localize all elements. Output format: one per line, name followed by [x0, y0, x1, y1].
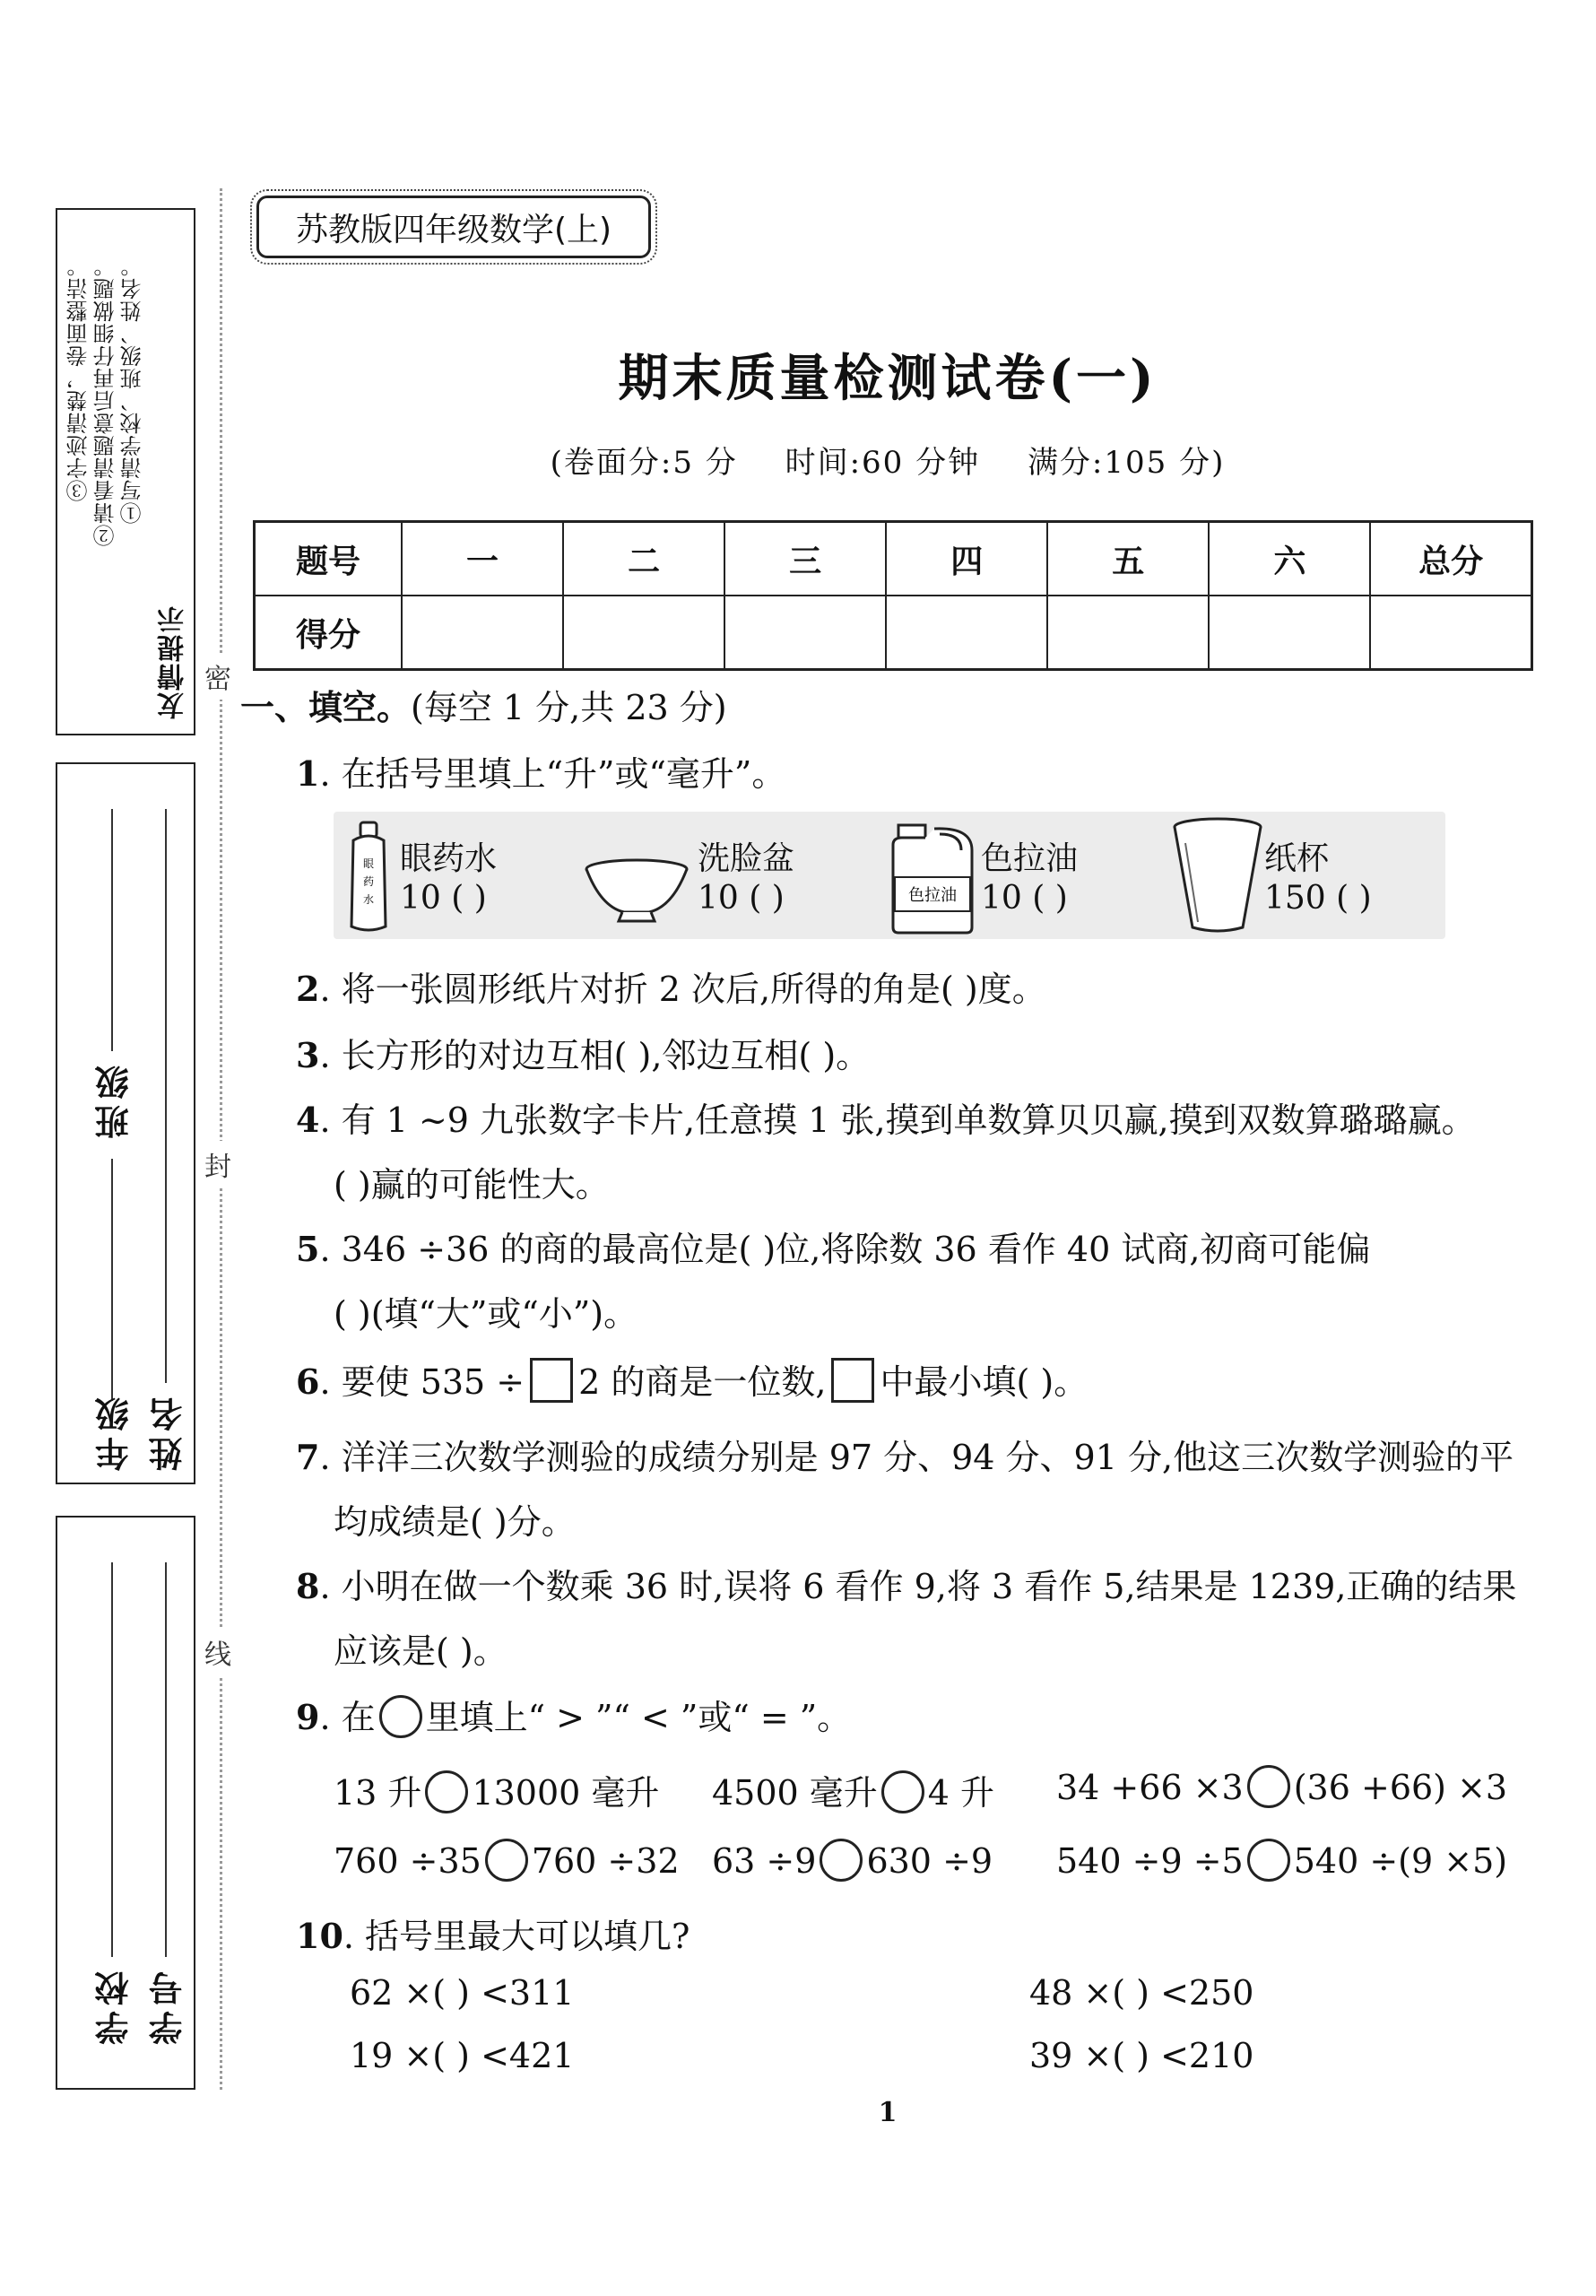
compare-6-circle[interactable]	[1247, 1839, 1290, 1882]
school-line	[111, 1562, 113, 1957]
compare-1-circle[interactable]	[425, 1770, 468, 1813]
compare-5-circle[interactable]	[820, 1839, 863, 1882]
compare-3-left: 34 +66 ×3	[1056, 1768, 1244, 1807]
class-info-box	[56, 762, 195, 1484]
th-3: 三	[724, 522, 886, 596]
q6-box-1[interactable]	[530, 1358, 573, 1403]
q5-number: 5	[296, 1229, 320, 1269]
question-6	[296, 1354, 1088, 1404]
q6-pre: . 要使 535 ÷	[319, 1362, 525, 1402]
q10-item-3[interactable]: 19 ×( ) <421	[350, 2036, 575, 2075]
section-1-heading	[240, 680, 727, 729]
th-6: 六	[1209, 522, 1370, 596]
seal-char-3: 线	[204, 1629, 231, 1675]
q10-item-2[interactable]: 48 ×( ) <250	[1029, 1973, 1254, 2013]
score-table-head	[255, 522, 1532, 596]
q1-item-2	[698, 839, 794, 918]
q2-text: . 将一张圆形纸片对折 2 次后,所得的角是( )度。	[319, 970, 1046, 1009]
compare-2-circle[interactable]	[881, 1770, 924, 1813]
q1-item-3-name: 色拉油	[981, 840, 1079, 877]
class-label: 班级	[95, 1060, 134, 1139]
q9-circle-example	[379, 1695, 422, 1738]
q9-pre: . 在	[319, 1698, 376, 1737]
question-10	[296, 1909, 690, 1958]
q1-item-2-value[interactable]: 10 ( )	[698, 880, 785, 917]
compare-3	[1056, 1765, 1507, 1808]
neat-score: (卷面分:5 分	[550, 445, 738, 481]
exam-time: 时间:60 分钟	[785, 445, 981, 481]
page-number: 1	[878, 2097, 898, 2128]
page-title: 期末质量检测试卷(一)	[618, 349, 1158, 408]
wash-basin-icon	[583, 857, 690, 926]
grade-label: 年级	[95, 1392, 134, 1471]
q7-number: 7	[296, 1437, 320, 1477]
question-1	[296, 746, 785, 796]
q2-number: 2	[296, 969, 320, 1009]
q6-post: 中最小填( )。	[880, 1362, 1089, 1402]
score-cell-2[interactable]	[563, 596, 724, 670]
class-line	[111, 809, 113, 1051]
score-cell-total[interactable]	[1370, 596, 1531, 670]
compare-4-left: 760 ÷35	[334, 1841, 481, 1881]
compare-4	[334, 1839, 680, 1882]
student-no-label: 学号	[149, 1966, 188, 2045]
school-label: 学校	[95, 1966, 134, 2045]
score-row-label: 得分	[255, 596, 403, 670]
question-3	[296, 1028, 870, 1077]
tip-1: ①写清学校、班级、姓名。	[120, 255, 145, 524]
bottle-label-2: 药	[362, 875, 375, 888]
q1-item-3-value[interactable]: 10 ( )	[981, 880, 1068, 917]
score-cell-6[interactable]	[1209, 596, 1370, 670]
q6-box-2[interactable]	[831, 1358, 874, 1403]
q4-number: 4	[296, 1100, 320, 1140]
tip-2: ②请看清题意后再仔细做题。	[93, 255, 118, 546]
compare-5-right: 630 ÷9	[866, 1841, 993, 1881]
name-line	[165, 809, 167, 1383]
compare-1-right: 13000 毫升	[472, 1773, 660, 1813]
bottle-label-1: 眼	[362, 857, 375, 870]
score-cell-3[interactable]	[724, 596, 886, 670]
bottle-label-3: 水	[362, 893, 375, 906]
compare-2	[712, 1765, 994, 1814]
q3-number: 3	[296, 1035, 320, 1075]
q8-text: . 小明在做一个数乘 36 时,误将 6 看作 9,将 3 看作 5,结果是 1239,正确的结果	[319, 1567, 1517, 1606]
th-4: 四	[886, 522, 1047, 596]
class-line-2	[111, 1159, 113, 1401]
th-total: 总分	[1370, 522, 1531, 596]
q1-number: 1	[296, 753, 320, 794]
student-no-line	[165, 1562, 167, 1957]
compare-6-left: 540 ÷9 ÷5	[1056, 1841, 1244, 1881]
q10-number: 10	[296, 1916, 343, 1956]
q4-text: . 有 1 ~9 九张数字卡片,任意摸 1 张,摸到单数算贝贝赢,摸到双数算璐璐赢。	[319, 1100, 1476, 1140]
q9-number: 9	[296, 1697, 320, 1737]
q5-continuation: ( )(填“大”或“小”)。	[334, 1294, 638, 1334]
seal-char-1: 密	[204, 653, 231, 700]
q10-item-4[interactable]: 39 ×( ) <210	[1029, 2036, 1254, 2075]
score-table	[253, 520, 1533, 671]
q1-item-1-name: 眼药水	[400, 840, 498, 877]
compare-5-left: 63 ÷9	[712, 1841, 817, 1881]
question-7	[296, 1430, 1514, 1479]
question-4	[296, 1092, 1476, 1142]
q1-item-2-name: 洗脸盆	[698, 840, 795, 877]
th-5: 五	[1047, 522, 1209, 596]
compare-1-left: 13 升	[334, 1773, 422, 1813]
score-cell-5[interactable]	[1047, 596, 1209, 670]
compare-3-right: (36 +66) ×3	[1293, 1768, 1508, 1807]
q1-item-1	[400, 839, 497, 918]
th-1: 一	[402, 522, 563, 596]
tip-3: ③字迹清楚，卷面整洁。	[66, 255, 91, 501]
compare-2-left: 4500 毫升	[712, 1773, 878, 1813]
q6-number: 6	[296, 1361, 320, 1402]
compare-2-right: 4 升	[927, 1773, 995, 1813]
question-8	[296, 1559, 1516, 1608]
score-cell-4[interactable]	[886, 596, 1047, 670]
score-table-row	[255, 596, 1532, 670]
compare-3-circle[interactable]	[1247, 1765, 1290, 1808]
q1-item-4-name: 纸杯	[1264, 840, 1330, 877]
q4-continuation: ( )赢的可能性大。	[334, 1165, 610, 1205]
q7-text: . 洋洋三次数学测验的成绩分别是 97 分、94 分、91 分,他这三次数学测验的平	[319, 1438, 1514, 1477]
q1-item-1-value[interactable]: 10 ( )	[400, 880, 487, 917]
school-info-box	[56, 1516, 195, 2090]
question-5	[296, 1222, 1370, 1271]
q5-text: . 346 ÷36 的商的最高位是( )位,将除数 36 看作 40 试商,初商可能偏	[319, 1230, 1371, 1269]
q1-item-3	[981, 839, 1078, 918]
section-1-title: 一、填空。	[240, 688, 412, 727]
q6-mid: 2 的商是一位数,	[578, 1362, 827, 1402]
q7-continuation: 均成绩是( )分。	[334, 1502, 576, 1542]
question-9	[296, 1690, 851, 1739]
seal-char-2: 封	[204, 1141, 231, 1187]
compare-1	[334, 1765, 659, 1814]
q1-item-4	[1264, 839, 1372, 918]
question-2	[296, 961, 1046, 1011]
section-1-note: (每空 1 分,共 23 分)	[411, 688, 727, 727]
q10-item-1[interactable]: 62 ×( ) <311	[350, 1973, 575, 2013]
oil-can-icon	[889, 823, 979, 936]
q9-post: 里填上“ > ”“ < ”或“ = ”。	[425, 1698, 852, 1737]
compare-5	[712, 1839, 993, 1882]
oil-can-label: 色拉油	[908, 886, 957, 905]
q10-text: . 括号里最大可以填几?	[343, 1917, 690, 1956]
th-label: 题号	[255, 522, 403, 596]
compare-4-circle[interactable]	[485, 1839, 528, 1882]
q1-text: . 在括号里填上“升”或“毫升”。	[319, 754, 786, 794]
paper-cup-icon	[1171, 816, 1264, 936]
eye-drop-bottle-icon	[343, 821, 395, 935]
name-label: 姓名	[149, 1392, 188, 1471]
full-score: 满分:105 分)	[1027, 445, 1226, 481]
q3-text: . 长方形的对边互相( ),邻边互相( )。	[319, 1036, 871, 1075]
q8-number: 8	[296, 1566, 320, 1606]
compare-6	[1056, 1839, 1507, 1882]
tips-title: 友情提示	[158, 604, 189, 719]
th-2: 二	[563, 522, 724, 596]
exam-info	[0, 438, 1596, 482]
q8-continuation: 应该是( )。	[334, 1631, 507, 1671]
compare-6-right: 540 ÷(9 ×5)	[1293, 1841, 1508, 1881]
score-cell-1[interactable]	[402, 596, 563, 670]
q1-item-4-value[interactable]: 150 ( )	[1264, 880, 1372, 917]
compare-4-right: 760 ÷32	[531, 1841, 680, 1881]
brand-badge: 苏教版四年级数学(上)	[256, 196, 651, 258]
